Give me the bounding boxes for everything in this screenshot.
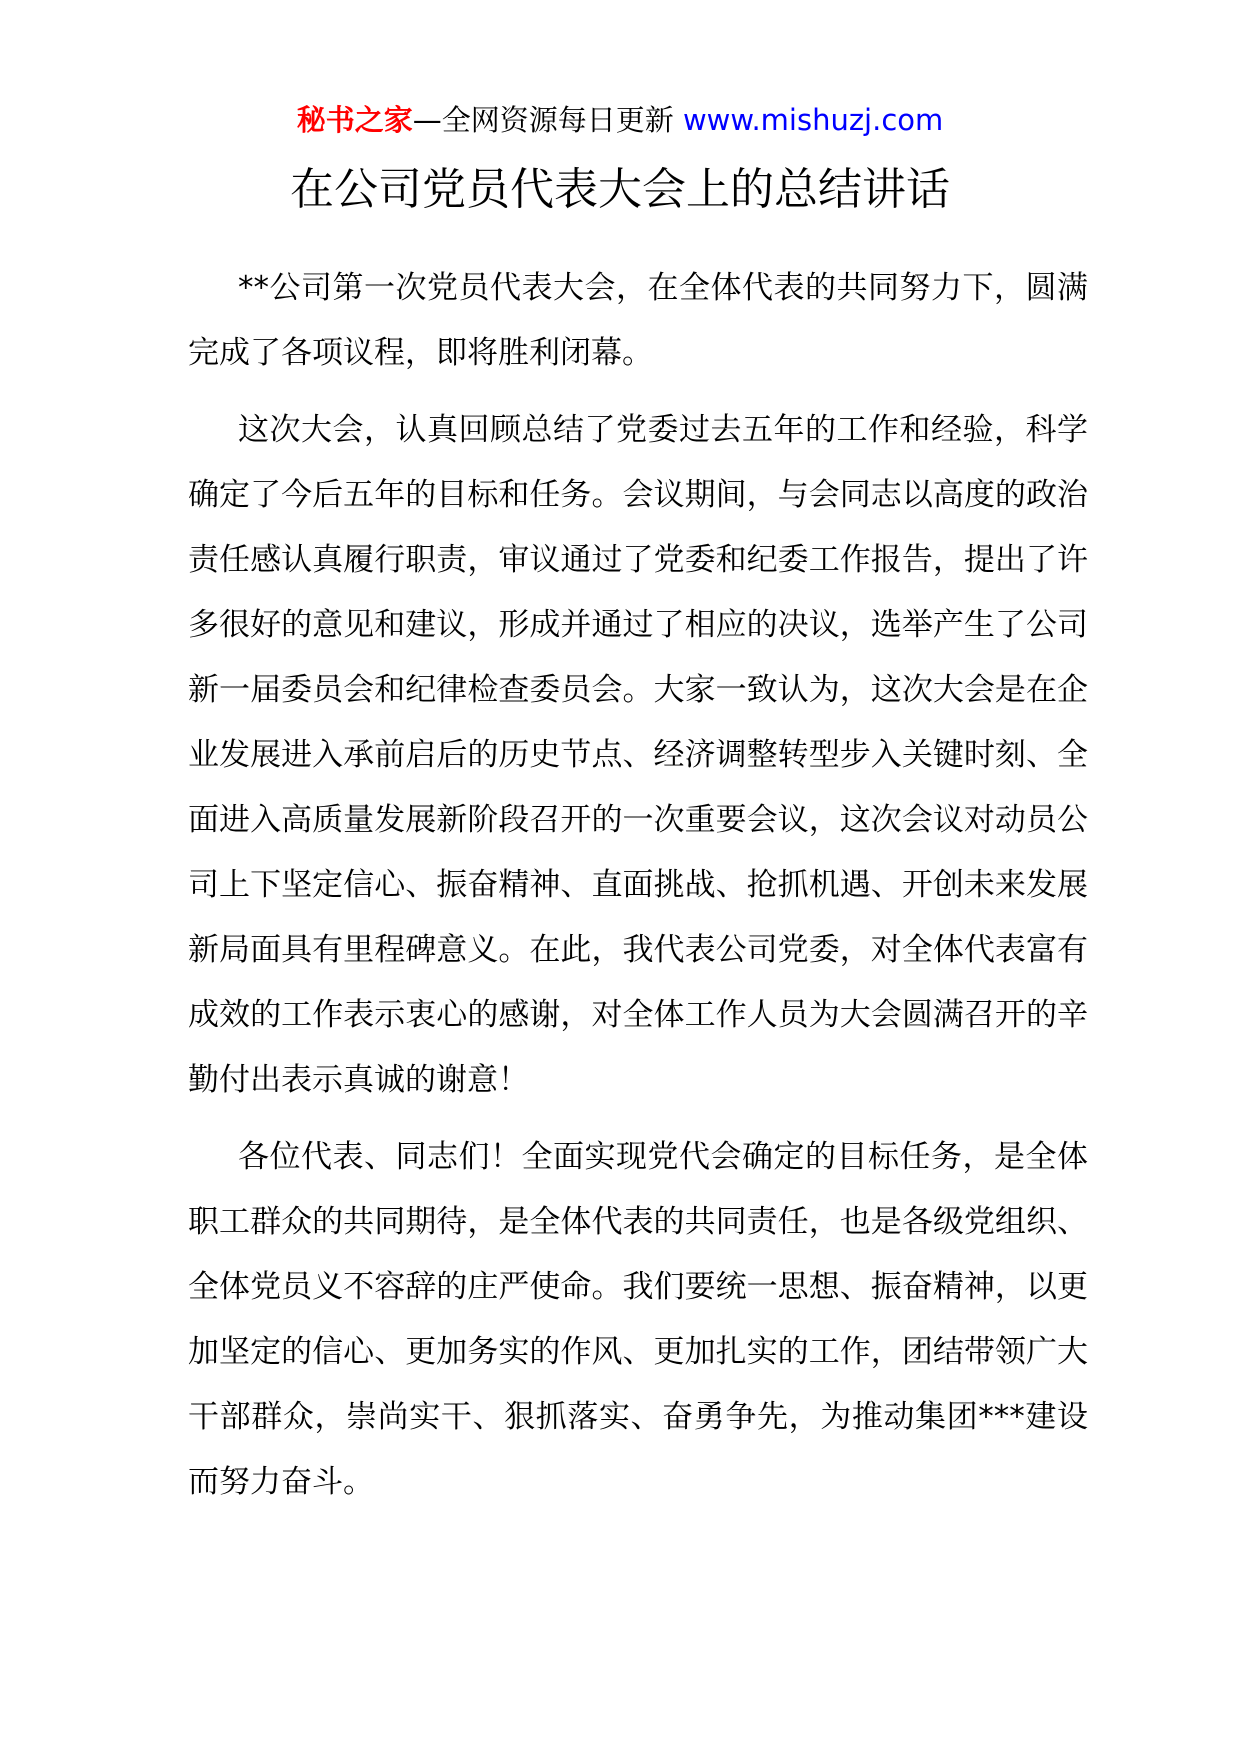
site-brand: 秘书之家 <box>296 103 413 137</box>
site-url-link[interactable]: www.mishuzj.com <box>682 103 944 137</box>
document-body <box>188 256 1088 1515</box>
paragraph-1: **公司第一次党员代表大会，在全体代表的共同努力下，圆满完成了各项议程，即将胜利闭幕。 <box>188 270 1088 371</box>
paragraph-3: 各位代表、同志们！全面实现党代会确定的目标任务，是全体职工群众的共同期待，是全体代表的共同责任，也是各级党组织、全体党员义不容辞的庄严使命。我们要统一思想、振奋精神，以更加坚定的信心、更加务实的作风、更加扎实的工作，团结带领广大干部群众，崇尚实干、狠抓落实、奋勇争先，为推动集团***建设而努力奋斗。 <box>188 1139 1088 1500</box>
site-header <box>0 100 1240 140</box>
paragraph-2: 这次大会，认真回顾总结了党委过去五年的工作和经验，科学确定了今后五年的目标和任务。会议期间，与会同志以高度的政治责任感认真履行职责，审议通过了党委和纪委工作报告，提出了许多很好的意见和建议，形成并通过了相应的决议，选举产生了公司新一届委员会和纪律检查委员会。大家一致认为，这次大会是在企业发展进入承前启后的历史节点、经济调整转型步入关键时刻、全面进入高质量发展新阶段召开的一次重要会议，这次会议对动员公司上下坚定信心、振奋精神、直面挑战、抢抓机遇、开创未来发展新局面具有里程碑意义。在此，我代表公司党委，对全体代表富有成效的工作表示衷心的感谢，对全体工作人员为大会圆满召开的辛勤付出表示真诚的谢意！ <box>188 412 1088 1098</box>
document-title: 在公司党员代表大会上的总结讲话 <box>290 164 950 215</box>
site-tagline: —全网资源每日更新 <box>412 103 674 137</box>
